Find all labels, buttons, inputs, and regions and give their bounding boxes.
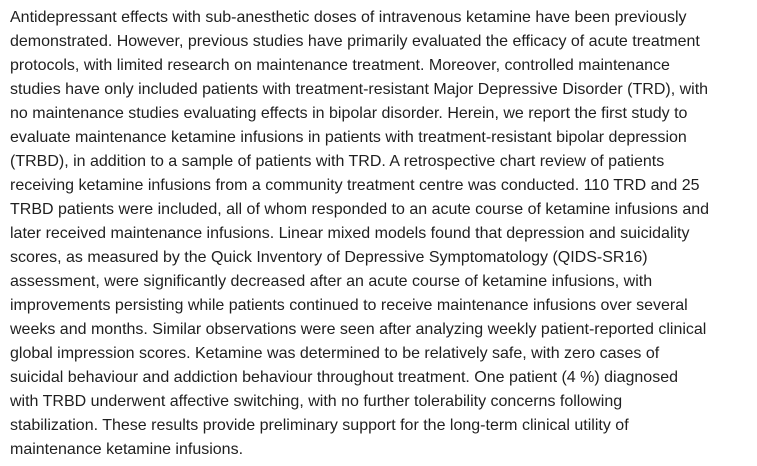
abstract-line: (TRBD), in addition to a sample of patients with TRD. A retrospective chart review of patients: [10, 153, 665, 170]
abstract-line: weeks and months. Similar observations were seen after analyzing weekly patient-reported clinical: [10, 321, 707, 338]
abstract-line: demonstrated. However, previous studies have primarily evaluated the efficacy of acute treatment: [10, 33, 700, 50]
abstract-line: TRBD patients were included, all of whom responded to an acute course of ketamine infusions and: [10, 201, 710, 218]
abstract-line: with TRBD underwent affective switching, with no further tolerability concerns following: [10, 393, 623, 410]
abstract-line: no maintenance studies evaluating effects in bipolar disorder. Herein, we report the first study to: [10, 105, 688, 122]
abstract-line: studies have only included patients with treatment-resistant Major Depressive Disorder (TRD), with: [10, 81, 709, 98]
abstract-line: scores, as measured by the Quick Inventory of Depressive Symptomatology (QIDS-SR16): [10, 249, 648, 266]
abstract-line: global impression scores. Ketamine was determined to be relatively safe, with zero cases of: [10, 345, 660, 362]
abstract-line: assessment, were significantly decreased after an acute course of ketamine infusions, with: [10, 273, 653, 290]
abstract-line: evaluate maintenance ketamine infusions in patients with treatment-resistant bipolar depression: [10, 129, 687, 146]
abstract-line: later received maintenance infusions. Linear mixed models found that depression and suicidality: [10, 225, 690, 242]
abstract-line: improvements persisting while patients continued to receive maintenance infusions over several: [10, 297, 688, 314]
abstract-line: maintenance ketamine infusions.: [10, 441, 244, 458]
abstract-line: stabilization. These results provide preliminary support for the long-term clinical utility of: [10, 417, 629, 434]
abstract-line: Antidepressant effects with sub-anesthetic doses of intravenous ketamine have been previously: [10, 9, 687, 26]
abstract-line: receiving ketamine infusions from a community treatment centre was conducted. 110 TRD and 25: [10, 177, 700, 194]
abstract-line: suicidal behaviour and addiction behaviour throughout treatment. One patient (4 %) diagnosed: [10, 369, 678, 386]
abstract-line: protocols, with limited research on maintenance treatment. Moreover, controlled maintenance: [10, 57, 670, 74]
